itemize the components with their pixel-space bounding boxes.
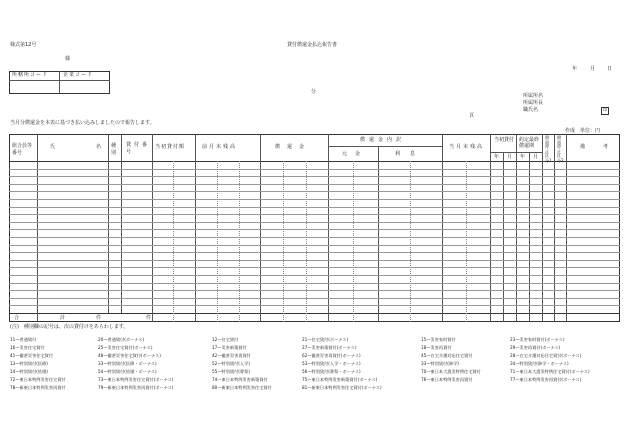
legend-item: 20—普通貸付(ボーナス): [98, 337, 145, 342]
legend-item: 21—住宅貸付(ボーナス): [302, 337, 349, 342]
legend-item: 78—新東日本特例災害再貸付: [10, 385, 66, 390]
breakdown-split-line: [328, 146, 442, 147]
legend-item: 55—特別貸付(葬祭): [212, 369, 250, 374]
col-sep: [542, 134, 543, 322]
header-name-right: 名: [96, 144, 102, 150]
col-sep: [260, 134, 261, 322]
legend-item: 56—特別貸付(葬祭・ボーナス): [302, 369, 361, 374]
header-final-date: 約定最終償還期: [519, 137, 540, 149]
table-row-line: [9, 267, 620, 268]
office-code-label: 所轄所コード: [12, 72, 49, 78]
header-loan-no: 貸付番号: [126, 142, 151, 155]
created-unit-label: 作成 単位：円: [565, 128, 601, 134]
table-row-line: [9, 237, 620, 238]
legend-item: 11—普通貸付: [10, 337, 37, 342]
table-row-line: [9, 199, 620, 200]
table-row-line: [9, 176, 620, 177]
header-breakdown: 償還金内訳: [360, 137, 406, 143]
legend-item: 54—特別貸付(結婚・ボーナス): [98, 369, 157, 374]
header-name-left: 氏: [50, 144, 56, 150]
legend-item: 34—特別貸付(修学・ボーナス): [510, 361, 569, 366]
table-row-line: [9, 305, 620, 306]
header-type: 種別: [111, 143, 117, 156]
addressee-suffix: 様: [65, 56, 71, 62]
header-repayment: 償還金: [275, 144, 312, 150]
office-name-label: 所属所名: [523, 93, 544, 99]
legend-item: 79—新東日本特例災害再貸付(ボーナス): [98, 385, 174, 390]
month-label: 月: [590, 66, 596, 72]
table-row-line: [9, 245, 620, 246]
legend-item: 45—在宅介護対応住宅貸付: [421, 353, 473, 358]
table-row-line: [9, 260, 620, 261]
legend-item: 25—災害住宅貸付(ボーナス): [98, 345, 153, 350]
header-prev-balance: 前月末残高: [202, 144, 238, 150]
col-sep: [121, 134, 122, 313]
header-principal: 元金: [342, 151, 369, 157]
total-label-3: 件: [96, 315, 102, 321]
table-row-line: [9, 184, 620, 185]
header-remarks: 備考: [580, 144, 627, 150]
seal-mark: 印: [602, 108, 608, 113]
year-label: 年: [572, 66, 578, 72]
legend-item: 17—災害新築貸付: [212, 345, 247, 350]
header-member-no: 組合員等番号: [12, 143, 33, 156]
col-sep: [195, 134, 196, 322]
code-table-row-line: [9, 80, 110, 81]
legend-item: 53—特別貸付(入学・ボーナス): [302, 361, 361, 366]
legend-item: 13—特別貸付(医療): [10, 361, 48, 366]
table-row-line: [9, 214, 620, 215]
legend-item: 52—特別貸付(入学): [212, 361, 250, 366]
official-label: 職氏名: [523, 107, 539, 113]
sub-year-1: 年: [494, 154, 500, 160]
header-loan-date: 当初貸付: [494, 137, 515, 143]
legend-item: 29—災害再貸付(ボーナス): [510, 345, 561, 350]
col-sep: [108, 134, 109, 313]
code-table-divider: [59, 71, 60, 94]
statement-text: 当月分償還金を本表に基づき払い込みしましたので報告します。: [10, 120, 155, 126]
col-sep: [490, 134, 491, 322]
header-stop-flag-1: 償還停止区分1: [545, 135, 552, 163]
table-row-line: [9, 207, 620, 208]
total-label-1: 合: [14, 315, 20, 321]
legend-item: 27—災害新築貸付(ボーナス): [302, 345, 357, 350]
legend-item: 62—徽甚災害再貸付(ボーナス): [302, 353, 361, 358]
col-sep: [378, 146, 379, 322]
table-row-line: [9, 229, 620, 230]
table-row-line: [9, 169, 620, 170]
office-head-label: 所属所長: [523, 100, 544, 106]
form-number: 様式第12号: [10, 42, 37, 48]
legend-item: 73—東日本特例災害住宅貸付(ボーナス): [98, 377, 174, 382]
legend-item: 16—災害住宅貸付: [10, 345, 45, 350]
table-row-line: [9, 222, 620, 223]
legend-item: 14—特別貸付(結婚): [10, 369, 48, 374]
legend-item: 80—新東日本特例災害住宅貸付: [212, 385, 272, 390]
table-row-line: [9, 298, 620, 299]
legend-item: 12—住宅貸付: [212, 337, 239, 342]
sub-month-1: 月: [507, 154, 513, 160]
company-code-label: 企業コード: [63, 72, 94, 78]
legend-item: 42—徽甚災害再貸付: [212, 353, 251, 358]
legend-note: (注) 種別欄の記号は、次の貸付けをあらわします。: [10, 324, 129, 330]
col-sep: [566, 134, 567, 322]
col-sep: [554, 134, 555, 322]
col-sep: [442, 134, 443, 322]
legend-item: 33—特別貸付(修学): [421, 361, 459, 366]
table-row-line: [9, 290, 620, 291]
legend-item: 33—特別貸付(医療・ボーナス): [98, 361, 157, 366]
header-stop-flag-2: 償還停止区分2: [557, 135, 564, 163]
table-row-line: [9, 252, 620, 253]
period-label: 分: [311, 89, 317, 95]
col-sep: [516, 134, 517, 322]
legend-item: 48—徽甚災害住宅貸付(ボーナス): [98, 353, 161, 358]
legend-item: 71—東日本大震災特例住宅貸付(ボーナス): [510, 369, 590, 374]
legend-item: 70—東日本大震災特例住宅貸付: [421, 369, 481, 374]
legend-item: 76—東日本特例災害再貸付: [421, 377, 473, 382]
legend-item: 23—災害家財貸付(ボーナス): [510, 337, 565, 342]
legend-item: 28—在宅介護対応住宅貸付(ボーナス): [510, 353, 582, 358]
total-label-4: 件: [146, 315, 152, 321]
legend-item: 77—東日本特例災害再貸付(ボーナス): [510, 377, 582, 382]
form-title: 貸付償還金払込報告書: [287, 42, 338, 48]
total-label-2: 計: [60, 315, 66, 321]
legend-item: 74—東日本特例災害新築貸付: [212, 377, 268, 382]
legend-item: 15—災害家財貸付: [421, 337, 456, 342]
header-interest: 利息: [395, 151, 426, 157]
col-sep: [37, 134, 38, 322]
col-sep: [328, 134, 329, 322]
header-curr-balance: 当月末残高: [449, 144, 485, 150]
legend-item: 75—東日本特例災害新築貸付(ボーナス): [302, 377, 378, 382]
legend-item: 18—災害再貸付: [421, 345, 452, 350]
day-label: 日: [607, 66, 613, 72]
page-label: 頁: [469, 113, 475, 119]
legend-item: 72—東日本特例災害住宅貸付: [10, 377, 66, 382]
table-row-line: [9, 275, 620, 276]
col-sep: [152, 134, 153, 322]
header-loan-amount: 当初貸付額: [155, 144, 186, 150]
legend-item: 81—新東日本特例災害住宅貸付(ボーナス): [302, 385, 382, 390]
sub-year-2: 年: [520, 154, 526, 160]
sub-month-2: 月: [533, 154, 539, 160]
table-row-line: [9, 191, 620, 192]
table-row-line: [9, 283, 620, 284]
legend-item: 41—徽甚災害住宅貸付: [10, 353, 54, 358]
